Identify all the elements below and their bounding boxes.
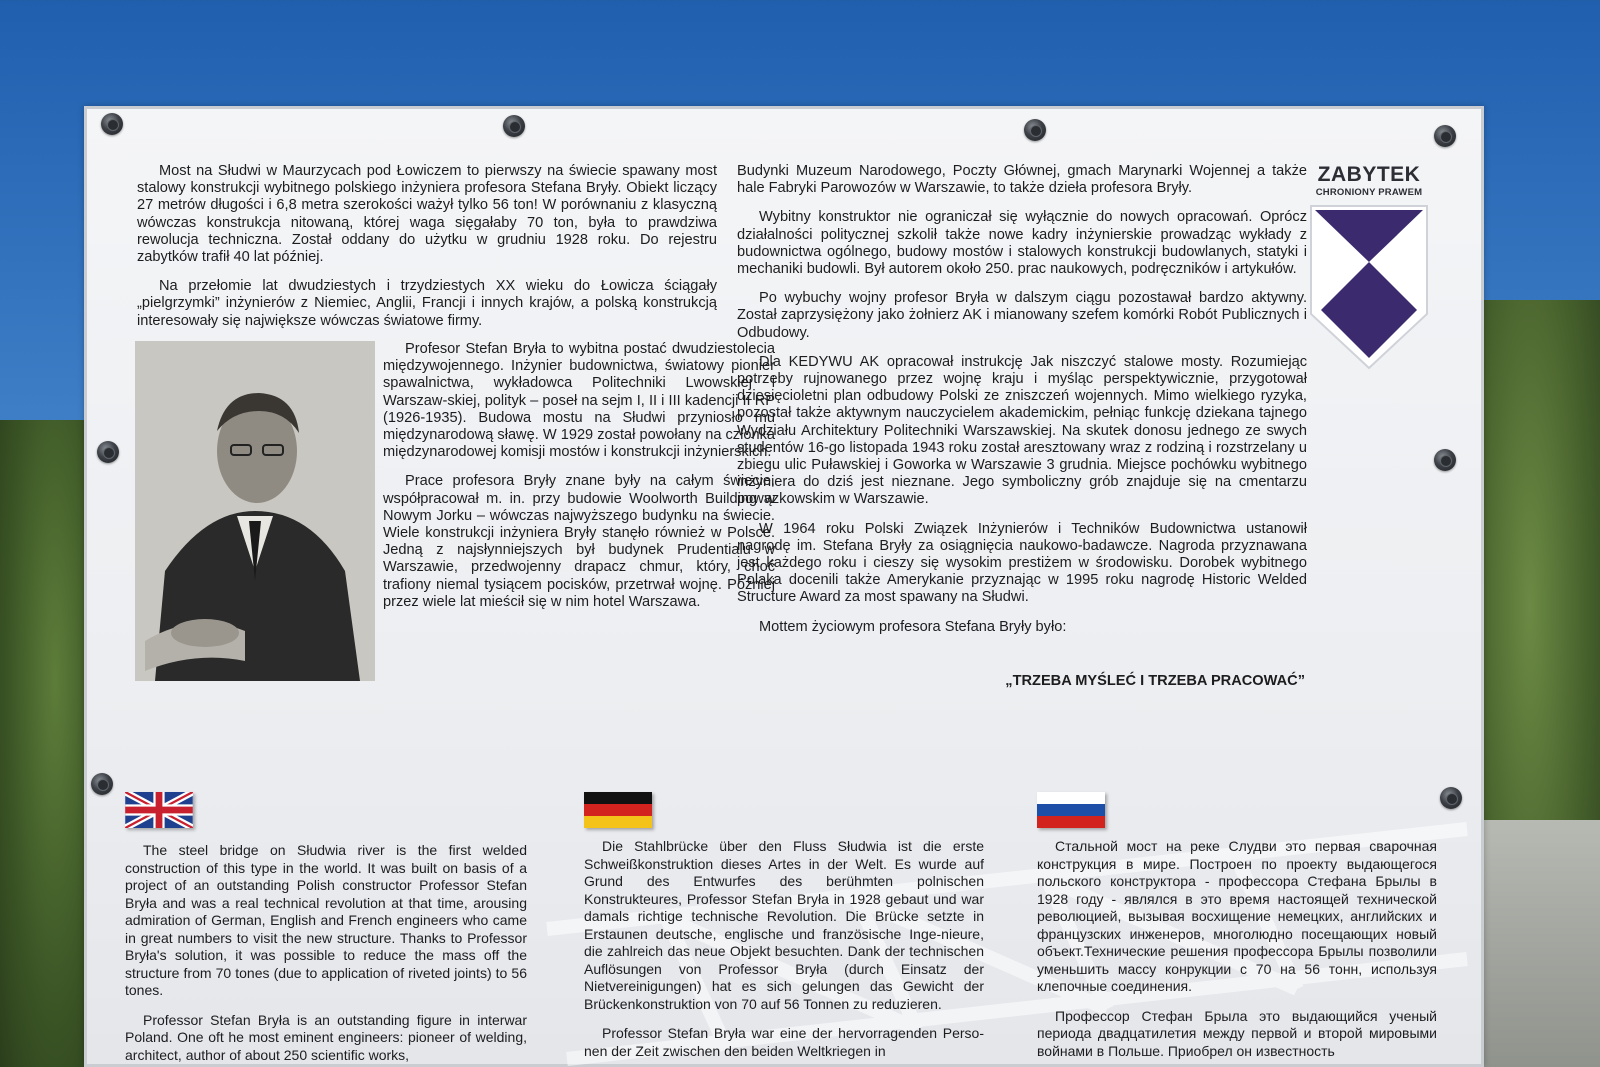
paragraph: Prace profesora Bryły znane były na całym świecie, współpracował m. in. przy budowie Woolworth Building w Nowym Jorku – wówczas najwyższego budynku na świecie. Wiele konstrukcji inżyniera Bryły stanęło również w Polsce. Jedną z najsłynniejszych był budynek Prudentialu w Warszawie, przedwojenny drapacz chmur, który, choć trafiony niemal tysiącem pocisków, przetrwał wojnę. Później przez wiele lat mieścił się w nim hotel Warszawa. [383, 473, 775, 610]
germany-flag-icon [584, 792, 652, 828]
german-text [584, 838, 984, 1067]
paragraph: Die Stahlbrücke über den Fluss Słudwia ist die erste Schweißkonstruktion dieses Artes in der Welt. Es wurde auf Grund des Entwurfes des berühmten polnischen Konstrukteures, Professor Stefan Bryła in 1928 gebaut und war damals richtige technische Revolution. Die Brücke setzte in Erstaunen deutsche, englische und französische Inge-nieure, die zahlreich das neue Objekt besuchten. Dank der technischen Auflösungen von Professor Bryła (durch Einsatz der Nietvereinigungen) hat es sich gelungen das Gewicht der Brückenkonstruktion von 70 auf 56 Tonnen zu reduzieren. [584, 838, 984, 1012]
screw [1434, 449, 1456, 471]
badge-title: ZABYTEK [1317, 163, 1421, 186]
paragraph: Mottem życiowym profesora Stefana Bryły było: [759, 618, 1067, 635]
screw [101, 113, 123, 135]
screw [1024, 119, 1046, 141]
paragraph: Wybitny konstruktor nie ograniczał się wyłącznie do nowych opracowań. Oprócz działalności politycznej szkolił także nowe kadry inżynierskie prowadząc wykłady z budownictwa ogólnego, budowy mostów i stalowych konstrukcji budowlanych, statyki i mechaniki budowli. Był autorem około 250. prac naukowych, podręczników i artykułów. [737, 209, 1307, 278]
badge-subtitle: CHRONIONY PRAWEM [1315, 187, 1423, 198]
paragraph: Professor Stefan Bryła war eine der hervorragenden Perso-nen der Zeit zwischen den beiden Weltkriegen in [584, 1025, 984, 1059]
polish-right-column [737, 163, 1307, 648]
heritage-shield-icon [1305, 202, 1433, 372]
paragraph: Po wybuchy wojny profesor Bryła w dalszym ciągu pozostawał bardzo aktywny. Został zaprzysiężony jako żołnierz AK i mianowany szefem komórki Robót Publicznych i Odbudowy. [737, 290, 1307, 341]
paragraph: The steel bridge on Słudwia river is the first welded construction of this type in the world. It was built on basis of a project of an outstanding Polish constructor Professor Stefan Bryła and was a real technical revolution at that time, arousing admiration of German, English and French engineers who came in great numbers to visit the new structure. Thanks to Professor Bryła's solution, it was possible to reduce the mass off the structure from 70 tones (due to application of riveted joints) to 56 tones. [125, 842, 527, 998]
paragraph: Na przełomie lat dwudziestych i trzydziestych XX wieku do Łowicza ściągały „pielgrzymki” inżynierów z Niemiec, Anglii, Francji i innych krajów, a polską konstrukcją interesowały się największe wówczas światowe firmy. [137, 278, 717, 329]
screw [503, 115, 525, 137]
polish-intro [137, 163, 717, 342]
paragraph: Professor Stefan Bryła is an outstanding figure in interwar Poland. One oft he most eminent engineers: pioneer of welding, architect, author of about 250 scientific works, [125, 1011, 527, 1063]
information-board [84, 106, 1484, 1067]
screw [1434, 125, 1456, 147]
uk-flag-icon [125, 792, 193, 828]
portrait-photo [135, 341, 375, 681]
screw [97, 441, 119, 463]
heritage-badge [1305, 163, 1433, 377]
russia-flag-icon [1037, 792, 1105, 828]
english-text [125, 842, 527, 1067]
paragraph: Most na Słudwi w Maurzycach pod Łowiczem to pierwszy na świecie spawany most stalowy konstrukcji wybitnego polskiego inżyniera profesora Stefana Bryły. Obiekt liczący 27 metrów długości i 6,8 metra szerokości ważył tylko 56 ton! W porównaniu z klasyczną wówczas konstrukcja nitowaną, której waga sięgałaby 70 ton, była to prawdziwa rewolucja techniczna. Został oddany do użytku w grudniu 1928 roku. Do rejestru zabytków trafił 40 lat później. [137, 163, 717, 266]
paragraph: W 1964 roku Polski Związek Inżynierów i Techników Budownictwa ustanowił nagrodę im. Stefana Bryły za osiągnięcia naukowo-badawcze. Nagroda przyznawana jest każdego roku i cieszy się wysokim prestiżem w środowisku. Dorobek wybitnego Polaka docenili także Amerykanie przyznając w 1995 roku nagrodę Historic Welded Structure Award za most spawany na Słudwi. [737, 520, 1307, 606]
russian-text [1037, 838, 1437, 1067]
screw [1440, 787, 1462, 809]
paragraph: Профессор Стефан Брыла это выдающийся ученый периода двадцатилетия между первой и второй мировыми войнами в Польше. Приобрел он известность [1037, 1007, 1437, 1059]
paragraph: Budynki Muzeum Narodowego, Poczty Głównej, gmach Marynarki Wojennej a także hale Fabryki Parowozów w Warszawie, to także dzieła profesora Bryły. [737, 163, 1307, 197]
paragraph: Profesor Stefan Bryła to wybitna postać dwudziestolecia międzywojennego. Inżynier budownictwa, światowy pionier spawalnictwa, wykładowca Politechniki Lwowskiej i Warszaw-skiej, polityk – poseł na sejm I, II i III kadencji II RP (1926-1935). Budowa mostu na Słudwi przyniosło mu międzynarodową sławę. W 1929 został powołany na członka międzynarodowej komisji mostów i konstrukcji inżynierskich. [383, 341, 775, 461]
screw [91, 773, 113, 795]
biography-text [383, 341, 775, 623]
paragraph: Dla KEDYWU AK opracował instrukcję Jak niszczyć stalowe mosty. Rozumiejąc potrzeby rujnowanego przez wojnę kraju i myśląc perspektywicznie, przygotował dziesięcioletni plan odbudowy Polski ze zniszczeń wojennych. Mimo wielkiego ryzyka, pozostał także aktywnym nauczycielem akademickim, pełniąc funkcję dziekana tajnego Wydziału Architektury Politechniki Warszawskiej. Na skutek donosu jednego ze swych studentów 16-go listopada 1943 roku został aresztowany wraz z rodziną i rozstrzelany u zbiegu ulic Puławskiej i Goworka w Warszawie 3 grudnia. Miejsce pochówku wybitnego inżyniera do dziś jest nieznane. Jego symboliczny grób znajduje się na cmentarzu powązkowskim w Warszawie. [737, 353, 1307, 508]
motto: „TRZEBA MYŚLEĆ I TRZEBA PRACOWAĆ” [1005, 673, 1305, 689]
paragraph: Стальной мост на реке Слудви это первая сварочная конструкция в мире. Построен по проекту выдающегося польского конструктора - профессора Стефана Брылы в 1928 году - являлся в это время настоящей технической революцией, вызывая восхищение немецких, английских и французских инженеров, многолюдно посещающих новый объект.Технические решения профессора Брылы позволили уменьшить массу конрукции с 70 на 56 тонн, используя клепочные соединения. [1037, 838, 1437, 994]
